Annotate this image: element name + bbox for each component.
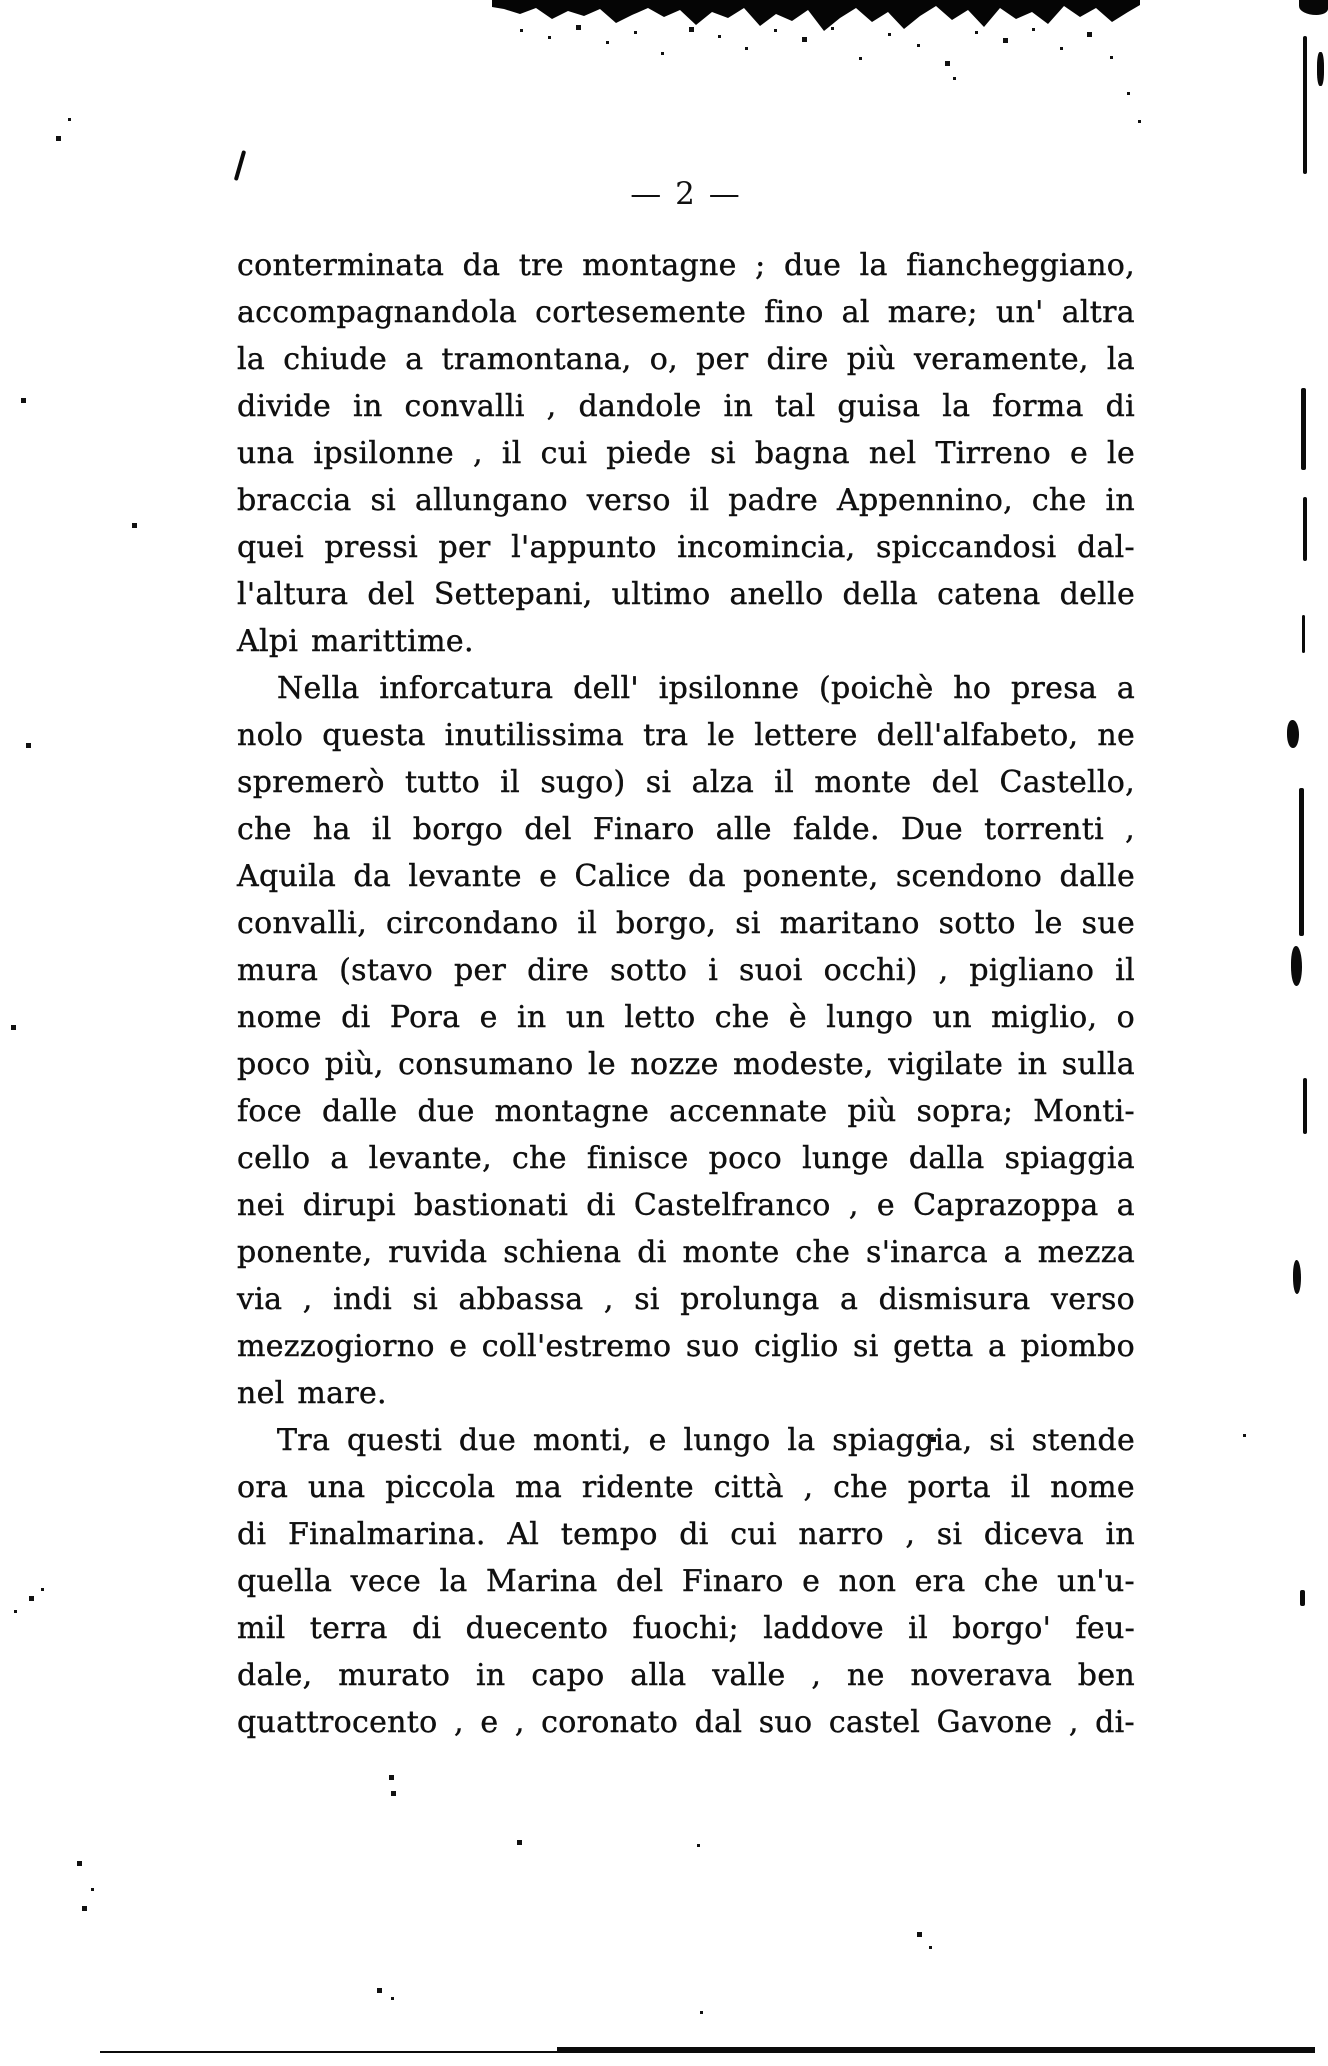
scan-artifact-top-right-corner bbox=[1299, 0, 1328, 15]
scan-artifact-right-streak bbox=[1303, 36, 1307, 174]
text-line: la chiude a tramontana, o, per dire più veramente, la bbox=[237, 342, 1135, 377]
page-number: — 2 — bbox=[630, 176, 742, 212]
text-line: Aquila da levante e Calice da ponente, scendono dalle bbox=[237, 859, 1135, 894]
text-line: convalli, circondano il borgo, si maritano sotto le sue bbox=[237, 906, 1135, 941]
text-line: Nella inforcatura dell' ipsilonne (poichè ho presa a bbox=[277, 671, 1135, 706]
text-line: Alpi marittime. bbox=[237, 624, 474, 659]
text-line: quattrocento , e , coronato dal suo castel Gavone , di- bbox=[237, 1705, 1135, 1740]
scan-artifact-right-streak bbox=[1303, 1078, 1307, 1134]
text-line: nolo questa inutilissima tra le lettere dell'alfabeto, ne bbox=[237, 718, 1135, 753]
text-line: poco più, consumano le nozze modeste, vigilate in sulla bbox=[237, 1047, 1135, 1082]
scan-artifact-right-streak bbox=[1301, 388, 1306, 470]
ink-speckles bbox=[0, 0, 3, 3]
text-line: divide in convalli , dandole in tal guisa la forma di bbox=[237, 389, 1135, 424]
text-line: ponente, ruvida schiena di monte che s'inarca a mezza bbox=[237, 1235, 1135, 1270]
scan-artifact-right-streak bbox=[1302, 615, 1305, 653]
scan-artifact-right-streak bbox=[1300, 1590, 1305, 1606]
scan-artifact-ink-blob bbox=[1287, 720, 1299, 748]
paragraph bbox=[237, 1417, 1135, 1746]
text-line: mil terra di duecento fuochi; laddove il borgo' feu- bbox=[237, 1611, 1135, 1646]
text-line: braccia si allungano verso il padre Appennino, che in bbox=[237, 483, 1135, 518]
text-column bbox=[237, 242, 1135, 1746]
text-line: una ipsilonne , il cui piede si bagna nel Tirreno e le bbox=[237, 436, 1135, 471]
text-line: spremerò tutto il sugo) si alza il monte del Castello, bbox=[237, 765, 1135, 800]
text-line: che ha il borgo del Finaro alle falde. Due torrenti , bbox=[237, 812, 1135, 847]
text-line: accompagnandola cortesemente fino al mare; un' altra bbox=[237, 295, 1135, 330]
scan-artifact-ink-blob bbox=[1293, 1260, 1301, 1294]
text-line: mura (stavo per dire sotto i suoi occhi) , pigliano il bbox=[237, 953, 1135, 988]
scan-artifact-bottom-line bbox=[100, 2051, 560, 2053]
text-line: quei pressi per l'appunto incomincia, spiccandosi dal- bbox=[237, 530, 1135, 565]
scan-artifact-edge-tick bbox=[1317, 52, 1324, 86]
text-line: Tra questi due monti, e lungo la spiaggia, si stende bbox=[277, 1423, 1135, 1458]
paragraph bbox=[237, 665, 1135, 1417]
text-line: l'altura del Settepani, ultimo anello della catena delle bbox=[237, 577, 1135, 612]
scan-artifact-right-streak bbox=[1303, 497, 1307, 561]
text-line: foce dalle due montagne accennate più sopra; Monti- bbox=[237, 1094, 1135, 1129]
text-line: di Finalmarina. Al tempo di cui narro , si diceva in bbox=[237, 1517, 1135, 1552]
scan-artifact-ink-blob bbox=[1291, 946, 1302, 986]
text-line: cello a levante, che finisce poco lunge dalla spiaggia bbox=[237, 1141, 1135, 1176]
text-line: mezzogiorno e coll'estremo suo ciglio si getta a piombo bbox=[237, 1329, 1135, 1364]
scan-artifact-right-streak bbox=[1299, 788, 1304, 936]
text-line: ora una piccola ma ridente città , che porta il nome bbox=[237, 1470, 1135, 1505]
text-line: nome di Pora e in un letto che è lungo un miglio, o bbox=[237, 1000, 1135, 1035]
text-line: dale, murato in capo alla valle , ne noverava ben bbox=[237, 1658, 1135, 1693]
scan-artifact-bottom-line bbox=[557, 2047, 1315, 2053]
text-line: quella vece la Marina del Finaro e non era che un'u- bbox=[237, 1564, 1135, 1599]
text-line: nei dirupi bastionati di Castelfranco , e Caprazoppa a bbox=[237, 1188, 1135, 1223]
text-line: nel mare. bbox=[237, 1376, 387, 1411]
text-line: conterminata da tre montagne ; due la fiancheggiano, bbox=[237, 248, 1135, 283]
paragraph bbox=[237, 242, 1135, 665]
text-line: via , indi si abbassa , si prolunga a dismisura verso bbox=[237, 1282, 1135, 1317]
scan-artifact-top-edge bbox=[492, 0, 1140, 46]
